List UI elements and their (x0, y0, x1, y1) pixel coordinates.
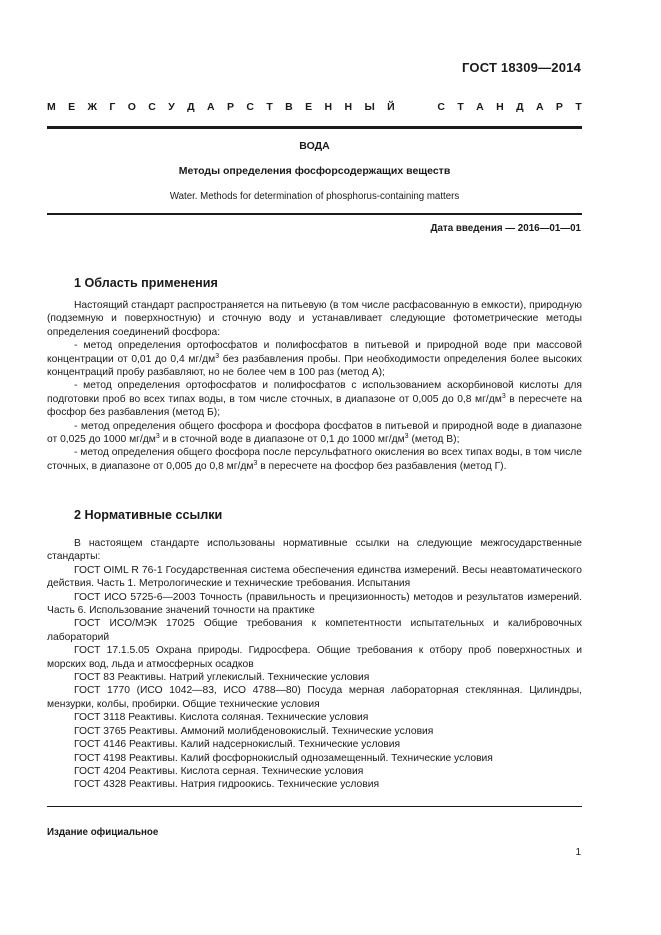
banner-letter: Р (555, 101, 563, 113)
banner-letter: С (148, 101, 156, 113)
introduction-date: Дата введения — 2016—01—01 (430, 223, 581, 234)
section-2-heading: 2 Нормативные ссылки (74, 508, 223, 522)
reference-item: ГОСТ 4328 Реактивы. Натрия гидроокись. Технические условия (74, 779, 380, 791)
english-title: Water. Methods for determination of phosphorus-containing matters (169, 191, 460, 202)
banner-letter: Ы (364, 101, 375, 113)
references-intro: В настоящем стандарте использованы нормативные ссылки на следующие межгосударственные стандарты: (47, 538, 582, 563)
method-g-item: - метод определения общего фосфора после персульфатного окисления во всех типах воды, в том числе сточных, в диапазоне от 0,005 до 0,8 $мг/дм^3$ в пересчете на фосфор без разбавления (метод Г). (47, 447, 582, 472)
reference-item: ГОСТ 3765 Реактивы. Аммоний молибденовокислый. Технические условия (74, 725, 434, 737)
method-a-item: - метод определения ортофосфатов и полифосфатов в питьевой и природной воде при массовой концентрации от 0,01 до 0,4 $мг/дм^3$ без разбавления пробы. При необходимости определения более высоких концентраций пробу разбавляют, но не более чем в 100 раз (метод А); (47, 340, 582, 379)
reference-item: ГОСТ ИСО/МЭК 17025 Общие требования к компетентности испытательных и калибровочных лабораторий (47, 618, 582, 643)
banner-letter: Г (109, 101, 116, 113)
method-b-item: - метод определения ортофосфатов и полифосфатов с использованием аскорбиновой кислоты для подготовки проб во всех типах воды, в том числе сточных, в диапазоне от 0,005 до 0,8 $мг/дм^3$ в пересчете на фосфор без разбавления (метод Б); (47, 380, 582, 419)
banner-gap (407, 101, 425, 114)
reference-item: ГОСТ 1770 (ИСО 1042—83, ИСО 4788—80) Посуда мерная лабораторная стеклянная. Цилиндры, мензурки, колбы, пробирки. Общие технические условия (47, 685, 582, 710)
banner-letter: Н (324, 101, 333, 113)
banner-letter: Й (387, 101, 395, 113)
reference-item: ГОСТ 3118 Реактивы. Кислота соляная. Технические условия (74, 712, 369, 724)
page-number: 1 (575, 847, 581, 858)
banner-letter: А (535, 101, 544, 113)
banner-letter: Р (226, 101, 234, 113)
footer-rule (47, 806, 582, 807)
banner-letter: С (437, 101, 445, 113)
banner-letter: В (285, 101, 293, 113)
reference-item: ГОСТ 83 Реактивы. Натрий углекислый. Технические условия (74, 672, 370, 684)
reference-item: ГОСТ 4146 Реактивы. Калий надсернокислый. Технические условия (74, 739, 401, 751)
banner-letter: Д (187, 101, 195, 113)
banner-letter: У (168, 101, 175, 113)
title-rule (47, 213, 582, 215)
method-v-item: - метод определения общего фосфора и фосфора фосфатов в питьевой и природной воде в диапазоне от 0,025 до 1000 $мг/дм^3$ и в сточной воде в диапазоне от 0,1 до 1000 $мг/дм^3$ (метод В); (47, 420, 582, 446)
section-1-body (47, 299, 582, 473)
banner-letter: Е (305, 101, 313, 113)
banner-letter: Т (457, 101, 464, 113)
banner-letter: Е (68, 101, 76, 113)
banner-letter: Д (516, 101, 524, 113)
document-subtitle: Методы определения фосфорсодержащих веществ (178, 165, 451, 177)
section-1-heading: 1 Область применения (74, 276, 218, 290)
section-2-body (47, 537, 582, 792)
scope-paragraph: Настоящий стандарт распространяется на питьевую (в том числе расфасованную в емкости), природную (подземную и поверхностную) и сточную воду и устанавливает следующие фотометрические методы определения соединений фосфора: (47, 300, 582, 338)
reference-item: ГОСТ 4198 Реактивы. Калий фосфорнокислый однозамещенный. Технические условия (74, 752, 493, 764)
banner-letter: Т (575, 101, 582, 113)
reference-item: ГОСТ 17.1.5.05 Охрана природы. Гидросфера. Общие требования к отбору проб поверхностных и морских вод, льда и атмосферных осадков (47, 645, 582, 670)
banner-letter: Н (496, 101, 504, 113)
top-rule (47, 126, 582, 129)
official-edition-label: Издание официальное (47, 827, 159, 838)
banner-letter: А (476, 101, 484, 113)
banner-letter: Т (266, 101, 273, 113)
banner-letter: А (207, 101, 215, 113)
banner-letter: Н (344, 101, 353, 113)
reference-item: ГОСТ ИСО 5725-6—2003 Точность (правильность и прецизионность) методов и результатов измерений. Часть 6. Использование значений точности на практике (47, 591, 582, 617)
reference-item: ГОСТ 4204 Реактивы. Кислота серная. Технические условия (74, 765, 364, 777)
reference-item: ГОСТ OIML R 76-1 Государственная система обеспечения единства измерений. Весы неавтоматического действия. Часть 1. Метрологические и технические требования. Испытания (47, 564, 582, 590)
banner-letter: М (47, 101, 56, 113)
interstate-standard-banner (47, 101, 582, 114)
standard-code: ГОСТ 18309—2014 (462, 60, 581, 75)
banner-letter: О (127, 101, 136, 113)
banner-letter: С (246, 101, 254, 113)
document-title: ВОДА (299, 140, 330, 152)
banner-letter: Ж (87, 101, 98, 113)
